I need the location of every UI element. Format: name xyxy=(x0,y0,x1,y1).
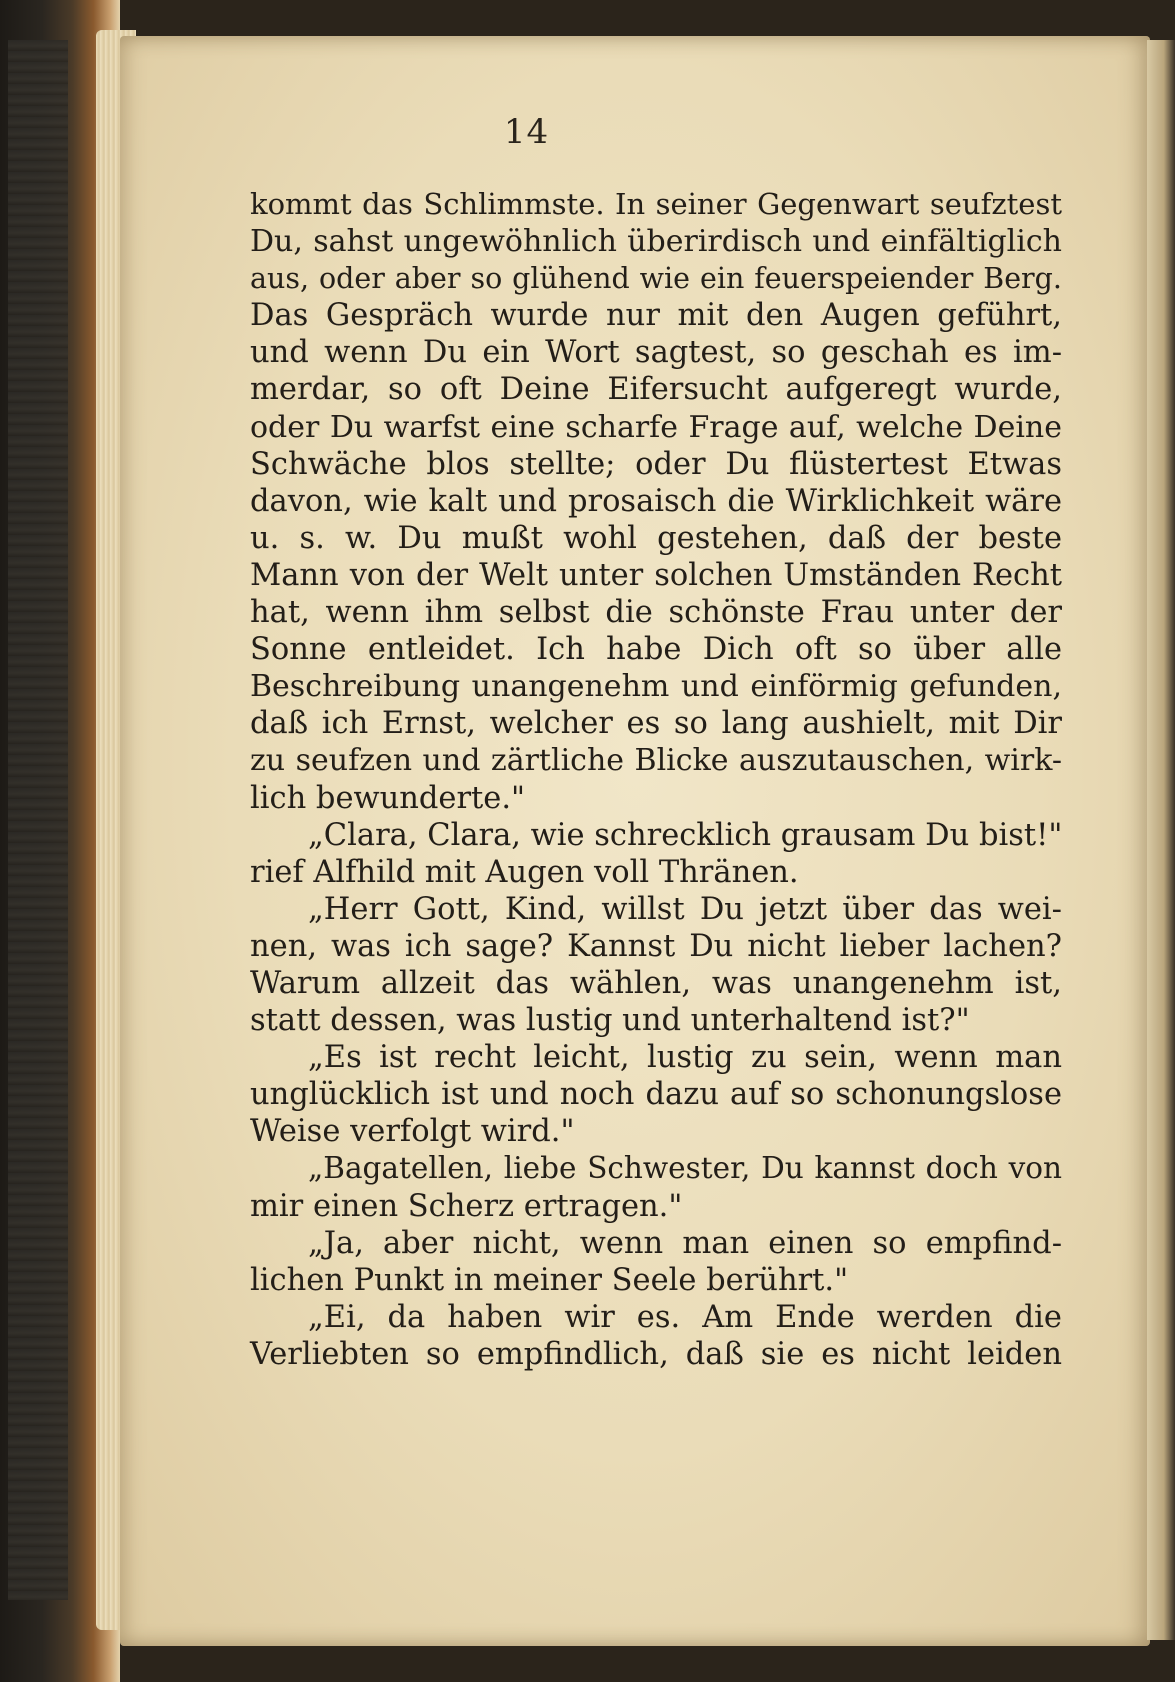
text-line: „Herr Gott, Kind, willst Du jetzt über das wei- xyxy=(308,891,1062,927)
text-line: Schwäche blos stellte; oder Du flüstertest Etwas xyxy=(250,446,1062,482)
text-line: „Es ist recht leicht, lustig zu sein, wenn man xyxy=(308,1040,1062,1076)
text-line: aus, oder aber so glühend wie ein feuerspeiender Berg. xyxy=(250,262,1062,296)
text-line: Sonne entleidet. Ich habe Dich oft so über alle xyxy=(250,632,1062,668)
text-line: davon, wie kalt und prosaisch die Wirklichkeit wäre xyxy=(250,483,1062,519)
text-line: unglücklich ist und noch dazu auf so schonungslose xyxy=(250,1077,1062,1113)
text-line: kommt das Schlimmste. In seiner Gegenwart seufztest xyxy=(250,187,1062,221)
text-line: statt dessen, was lustig und unterhaltend ist?" xyxy=(250,1003,970,1039)
binding-cloth xyxy=(8,40,68,1600)
page-text xyxy=(250,186,1062,1373)
page-number: 14 xyxy=(503,112,550,152)
text-line: und wenn Du ein Wort sagtest, so geschah es im- xyxy=(250,335,1062,371)
text-line: Du, sahst ungewöhnlich überirdisch und einfältiglich xyxy=(250,224,1062,260)
text-line: nen, was ich sage? Kannst Du nicht lieber lachen? xyxy=(250,928,1062,964)
text-line: „Ja, aber nicht, wenn man einen so empfind- xyxy=(308,1225,1062,1261)
text-line: zu seufzen und zärtliche Blicke auszutauschen, wirk- xyxy=(250,743,1062,779)
text-line: „Clara, Clara, wie schrecklich grausam Du bist!" xyxy=(308,817,1063,853)
text-line: Warum allzeit das wählen, was unangenehm ist, xyxy=(250,965,1062,1001)
text-line: daß ich Ernst, welcher es so lang aushielt, mit Dir xyxy=(250,706,1062,742)
text-line: lich bewunderte." xyxy=(250,780,526,816)
right-page-edge xyxy=(1147,40,1175,1640)
text-line: Mann von der Welt unter solchen Umständen Recht xyxy=(250,557,1062,593)
text-line: lichen Punkt in meiner Seele berührt." xyxy=(250,1262,849,1298)
text-line: rief Alfhild mit Augen voll Thränen. xyxy=(250,854,799,890)
text-line: mir einen Scherz ertragen." xyxy=(250,1188,683,1224)
text-line: merdar, so oft Deine Eifersucht aufgeregt wurde, xyxy=(250,372,1062,408)
text-line: hat, wenn ihm selbst die schönste Frau unter der xyxy=(250,595,1062,631)
text-line: oder Du warfst eine scharfe Frage auf, welche Deine xyxy=(250,409,1062,445)
text-line: „Ei, da haben wir es. Am Ende werden die xyxy=(308,1299,1062,1335)
text-line: Weise verfolgt wird." xyxy=(250,1114,575,1150)
text-line: u. s. w. Du mußt wohl gestehen, daß der beste xyxy=(250,520,1062,556)
text-line: „Bagatellen, liebe Schwester, Du kannst doch von xyxy=(308,1151,1062,1186)
text-line: Das Gespräch wurde nur mit den Augen geführt, xyxy=(250,298,1062,334)
text-line: Verliebten so empfindlich, daß sie es nicht leiden xyxy=(250,1336,1062,1372)
text-line: Beschreibung unangenehm und einförmig gefunden, xyxy=(250,669,1062,705)
